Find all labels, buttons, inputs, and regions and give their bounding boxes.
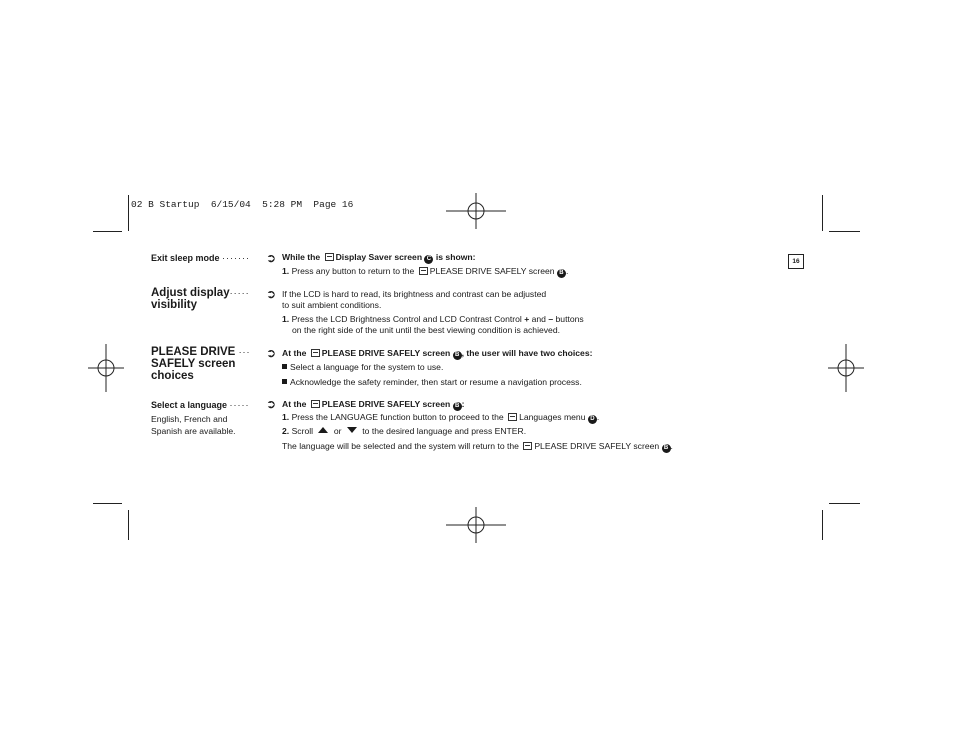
screen-icon xyxy=(325,253,334,261)
crop-mark xyxy=(822,510,823,540)
registration-mark-icon xyxy=(446,193,506,229)
circled-right-arrow-icon: ➲ xyxy=(266,346,277,360)
screen-icon xyxy=(419,267,428,275)
screen-icon xyxy=(311,400,320,408)
screen-icon xyxy=(311,349,320,357)
select-language-label: Select a language ····· xyxy=(151,400,250,410)
registration-mark-icon xyxy=(446,507,506,543)
crop-mark xyxy=(93,503,122,504)
please-bullet-2: Acknowledge the safety reminder, then start or resume a navigation process. xyxy=(282,377,582,388)
crop-mark xyxy=(128,195,129,231)
exit-step-1: 1. Press any button to return to the PLEASE DRIVE SAFELY screen B . xyxy=(282,266,569,276)
adjust-step-1: 1. Press the LCD Brightness Control and LCD Contrast Control + and – buttons on the right side of the unit until the best viewing condition is achieved. xyxy=(282,314,584,335)
registration-mark-icon xyxy=(88,344,124,392)
screen-letter-b: B xyxy=(453,402,462,411)
please-bullet-1: Select a language for the system to use. xyxy=(282,362,443,373)
crop-mark xyxy=(822,195,823,231)
language-final: The language will be selected and the system will return to the PLEASE DRIVE SAFELY screen B . xyxy=(282,441,673,451)
language-heading: At the PLEASE DRIVE SAFELY screen B : xyxy=(282,399,465,409)
screen-letter-b: B xyxy=(557,269,566,278)
please-heading: At the PLEASE DRIVE SAFELY screen B , the user will have two choices: xyxy=(282,348,593,358)
screen-letter-b: B xyxy=(662,444,671,453)
exit-sleep-label: Exit sleep mode ······· xyxy=(151,253,251,263)
screen-letter-b: B xyxy=(453,351,462,360)
language-step-2: 2. Scroll or to the desired language and press ENTER. xyxy=(282,426,527,436)
language-note: English, French and Spanish are available. xyxy=(151,414,236,436)
triangle-down-icon xyxy=(347,427,357,433)
crop-mark xyxy=(93,231,122,232)
circled-right-arrow-icon: ➲ xyxy=(266,287,277,301)
language-step-1: 1. Press the LANGUAGE function button to proceed to the Languages menu D . xyxy=(282,412,600,422)
registration-mark-icon xyxy=(828,344,864,392)
screen-icon xyxy=(508,413,517,421)
triangle-up-icon xyxy=(318,427,328,433)
screen-icon xyxy=(523,442,532,450)
crop-mark xyxy=(829,503,860,504)
square-bullet-icon xyxy=(282,379,287,384)
crop-mark xyxy=(829,231,860,232)
exit-heading: While the Display Saver screen C is shown: xyxy=(282,252,476,262)
circled-right-arrow-icon: ➲ xyxy=(266,397,277,411)
please-drive-safely-label: PLEASE DRIVE ··· SAFELY screen choices xyxy=(151,346,251,382)
page-number: 16 xyxy=(788,254,804,269)
circled-right-arrow-icon: ➲ xyxy=(266,251,277,265)
adjust-intro: If the LCD is hard to read, its brightness and contrast can be adjusted to suit ambient conditions. xyxy=(282,289,547,310)
crop-mark xyxy=(128,510,129,540)
adjust-display-label: Adjust display····· visibility xyxy=(151,287,250,311)
square-bullet-icon xyxy=(282,364,287,369)
screen-letter-c: C xyxy=(424,255,433,264)
screen-letter-d: D xyxy=(588,415,597,424)
slug-line: 02 B Startup 6/15/04 5:28 PM Page 16 xyxy=(131,199,354,210)
